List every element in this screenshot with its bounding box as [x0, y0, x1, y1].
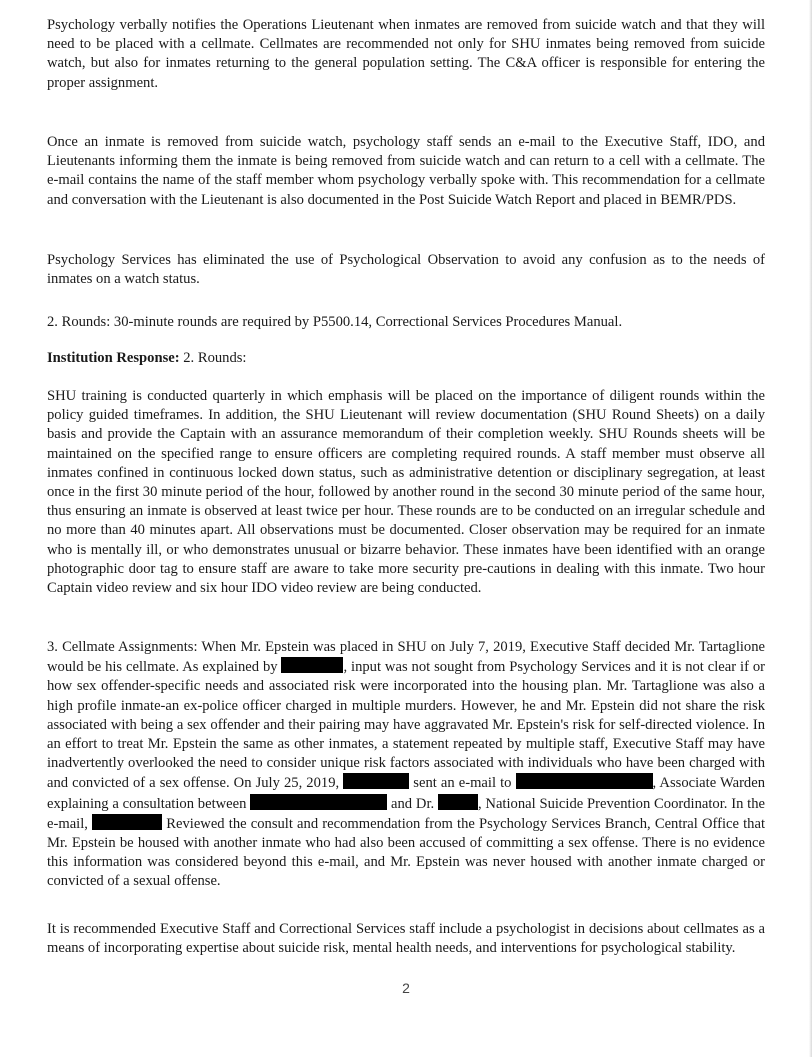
redaction-bar — [438, 794, 478, 810]
institution-response-label: Institution Response: — [47, 350, 180, 366]
text-segment: , National Suicide Prevention Coordinator. In the e-mail, — [47, 795, 765, 832]
page-number: 2 — [402, 980, 410, 996]
redaction-bar — [516, 773, 653, 789]
text-segment: , Associate Warden explaining a consultation between — [47, 775, 765, 812]
text-segment: Reviewed the consult and recommendation from the Psychology Services Branch, Central Office that Mr. Epstein be housed with another inmate who had also been accused of committing a sex offense. There is no evidence this information was considered beyond this e-mail, and Mr. Epstein was never housed with another inmate charged or convicted of a sexual offense. — [47, 815, 765, 890]
redaction-bar — [92, 814, 162, 830]
paragraph-cellmate-notification: Psychology verbally notifies the Operations Lieutenant when inmates are removed from suicide watch and that they will need to be placed with a cellmate. Cellmates are recommended not only for SHU inmates being removed from suicide watch, but also for inmates returning to the general population setting. The C&A officer is responsible for entering the proper assignment. — [47, 17, 765, 91]
text-segment: sent an e-mail to — [409, 775, 516, 792]
redaction-bar — [343, 773, 409, 789]
text-segment: , input was not sought from Psychology Services and it is not clear if or how sex offender-specific needs and associated risk were incorporated into the housing plan. Mr. Tartaglione was also a high profile inmate-an ex-police officer charged in multiple murders. However, he and Mr. Epstein did not share the risk associated with being a sex offender and their pairing may have aggravated Mr. Epstein's risk for self-directed violence. In an effort to treat Mr. Epstein the same as other inmates, a statement repeated by multiple staff, Executive Staff may have inadvertently overlooked the need to consider unique risk factors associated with individuals who have been charged with and convicted of a sex offense. On July 25, 2019, — [47, 659, 766, 792]
paragraph-recommendation: It is recommended Executive Staff and Correctional Services staff include a psychologist in decisions about cellmates as a means of incorporating expertise about suicide risk, mental health needs, and interventions for psychological stability. — [47, 921, 765, 957]
text-segment: and Dr. — [387, 795, 438, 812]
institution-response-text: 2. Rounds: — [179, 350, 247, 366]
redaction-bar — [281, 657, 343, 673]
paragraph-cellmate-assignments — [47, 638, 765, 892]
paragraph-psych-observation: Psychology Services has eliminated the use of Psychological Observation to avoid any confusion as to the needs of inmates on a watch status. — [47, 252, 765, 288]
redaction-bar — [250, 794, 387, 810]
paragraph-rounds-finding: 2. Rounds: 30-minute rounds are required by P5500.14, Correctional Services Procedures Manual. — [47, 314, 623, 330]
text-segment: 3. Cellmate Assignments: When Mr. Epstein was placed in SHU on July 7, 2019, Executive Staff decided Mr. Tartaglione would be his cellmate. As explained by — [47, 639, 765, 676]
paragraph-shu-training: SHU training is conducted quarterly in which emphasis will be placed on the importance of diligent rounds within the policy guided timeframes. In addition, the SHU Lieutenant will review documentation (SHU Round Sheets) on a daily basis and provide the Captain with an assurance memorandum of their completion weekly. SHU Rounds sheets will be maintained on the specified range to ensure officers are completing required rounds. A staff member must observe all inmates confined in continuous locked down status, such as administrative detention or disciplinary segregation, at least once in the first 30 minute period of the hour, followed by another round in the second 30 minute period of the same hour, thus ensuring an inmate is observed at least twice per hour. These rounds are to be conducted on an irregular schedule and no more than 40 minutes apart. All observations must be documented. Closer observation may be required for an inmate who is mentally ill, or who demonstrates unusual or bizarre behavior. These inmates have been identified with an orange photographic door tag to ensure staff are aware to take more security pre-cautions in dealing with this inmate. Two hour Captain video review and six hour IDO video review are being conducted. — [47, 388, 765, 597]
paragraph-institution-response — [47, 349, 247, 368]
paragraph-email-notification: Once an inmate is removed from suicide watch, psychology staff sends an e-mail to the Executive Staff, IDO, and Lieutenants informing them the inmate is being removed from suicide watch and can return to a cell with a cellmate. The e-mail contains the name of the staff member whom psychology verbally spoke with. This recommendation for a cellmate and conversation with the Lieutenant is also documented in the Post Suicide Watch Report and placed in BEMR/PDS. — [47, 134, 765, 208]
